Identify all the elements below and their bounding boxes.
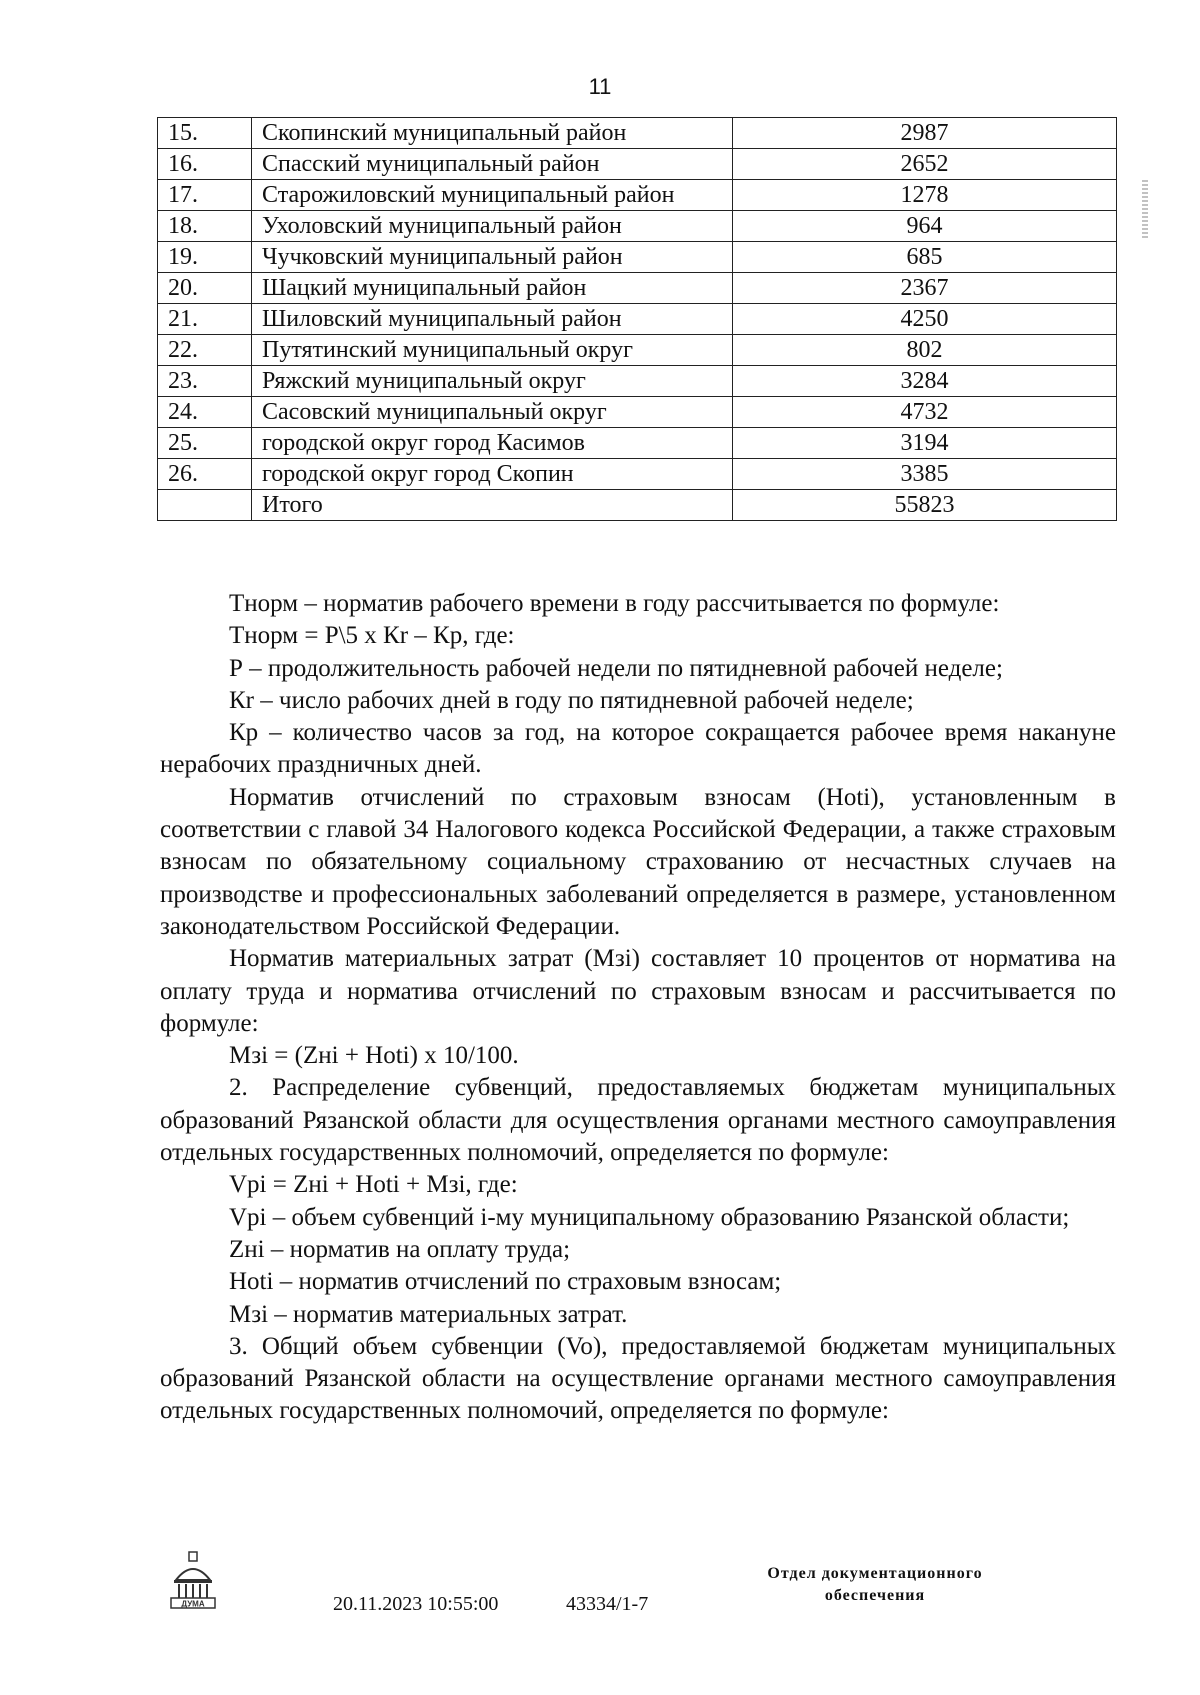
row-value: 2367 [733,273,1117,304]
footer-doc-code: 43334/1-7 [566,1593,649,1615]
row-value: 3385 [733,459,1117,490]
paragraph-kr-definition: Кr – число рабочих дней в году по пятидневной рабочей неделе; [229,686,914,714]
row-number: 23. [158,366,252,397]
district-name: Шиловский муниципальный район [252,304,733,335]
row-value: 964 [733,211,1117,242]
paragraph-vpi-definition: Vpi – объем субвенций i-му муниципальному образованию Рязанской области; [229,1203,1070,1231]
paragraph-zni-definition: Zнi – норматив на оплату труда; [229,1235,571,1263]
table-row [158,428,1117,459]
table-row [158,459,1117,490]
paragraph-hoti-short: Hoti – норматив отчислений по страховым взносам; [229,1268,782,1296]
table-row [158,180,1117,211]
row-number: 19. [158,242,252,273]
row-number: 18. [158,211,252,242]
row-value: 4250 [733,304,1117,335]
page-number: 11 [588,74,612,99]
row-value: 3284 [733,366,1117,397]
row-number: 16. [158,149,252,180]
row-number [158,490,252,521]
districts-table [157,117,1117,521]
footer-date: 20.11.2023 10:55:00 [333,1593,499,1615]
row-value: 2987 [733,118,1117,149]
row-value: 802 [733,335,1117,366]
row-value: 55823 [733,490,1117,521]
scan-artifact [1142,180,1148,240]
district-name: Ряжский муниципальный округ [252,366,733,397]
district-name: городской округ город Скопин [252,459,733,490]
table-row [158,118,1117,149]
table-row [158,397,1117,428]
page-footer [0,1540,1200,1660]
district-name: Итого [252,490,733,521]
table-row [158,149,1117,180]
table-total-row [158,490,1117,521]
district-name: Спасский муниципальный район [252,149,733,180]
district-name: Путятинский муниципальный округ [252,335,733,366]
row-value: 4732 [733,397,1117,428]
table-row [158,273,1117,304]
duma-seal-icon [168,1550,218,1610]
footer-department-line1: Отдел документационного [767,1565,983,1582]
table-row [158,211,1117,242]
table-row [158,242,1117,273]
row-value: 2652 [733,149,1117,180]
row-value: 685 [733,242,1117,273]
row-value: 3194 [733,428,1117,459]
table-body [158,118,1117,521]
document-body [160,588,1116,1428]
formula-vpi: Vpi = Zнi + Hoti + Мзi, где: [229,1171,518,1199]
district-name: Старожиловский муниципальный район [252,180,733,211]
paragraph-hoti-definition: Норматив отчислений по страховым взносам (Hoti), установленным в соответствии с главой 34 Налогового кодекса Российской Федерации, а также страховым взносам по обязательному социальному страхованию от несчастных случаев на производстве и профессиональных заболеваний определяется в размере, установленном законодательством Российской Федерации. [160,783,1116,940]
formula-tnorm: Тнорм = Р\5 х Кr – Кр, где: [229,622,515,650]
paragraph-kp-definition: Кр – количество часов за год, на которое сокращается рабочее время накануне нерабочих праздничных дней. [160,719,1116,779]
table-row [158,304,1117,335]
district-name: Шацкий муниципальный район [252,273,733,304]
row-number: 20. [158,273,252,304]
row-number: 17. [158,180,252,211]
footer-department [730,1563,1020,1607]
row-number: 25. [158,428,252,459]
row-number: 24. [158,397,252,428]
row-number: 15. [158,118,252,149]
paragraph-p-definition: Р – продолжительность рабочей недели по пятидневной рабочей неделе; [229,654,1003,682]
table-row [158,366,1117,397]
district-name: городской округ город Касимов [252,428,733,459]
district-name: Чучковский муниципальный район [252,242,733,273]
row-number: 22. [158,335,252,366]
paragraph-mzi-short: Мзi – норматив материальных затрат. [229,1300,628,1328]
row-value: 1278 [733,180,1117,211]
row-number: 21. [158,304,252,335]
district-name: Сасовский муниципальный округ [252,397,733,428]
paragraph-tnorm-definition: Тнорм – норматив рабочего времени в году рассчитывается по формуле: [229,590,1000,617]
district-name: Скопинский муниципальный район [252,118,733,149]
paragraph-section-2: 2. Распределение субвенций, предоставляемых бюджетам муниципальных образований Рязанской области для осуществления органами местного самоуправления отдельных государственных полномочий, определяется по формуле: [160,1074,1116,1167]
formula-mzi: Мзi = (Zнi + Hoti) х 10/100. [229,1042,519,1070]
row-number: 26. [158,459,252,490]
district-name: Ухоловский муниципальный район [252,211,733,242]
paragraph-section-3: 3. Общий объем субвенции (Vo), предоставляемой бюджетам муниципальных образований Рязанской области на осуществление органами местного самоуправления отдельных государственных полномочий, определяется по формуле: [160,1332,1116,1425]
paragraph-mzi-definition: Норматив материальных затрат (Мзi) составляет 10 процентов от норматива на оплату труда и норматива отчислений по страховым взносам и рассчитывается по формуле: [160,945,1116,1037]
seal-text: ДУМА [181,1599,205,1609]
table-row [158,335,1117,366]
footer-department-line2: обеспечения [824,1587,926,1604]
